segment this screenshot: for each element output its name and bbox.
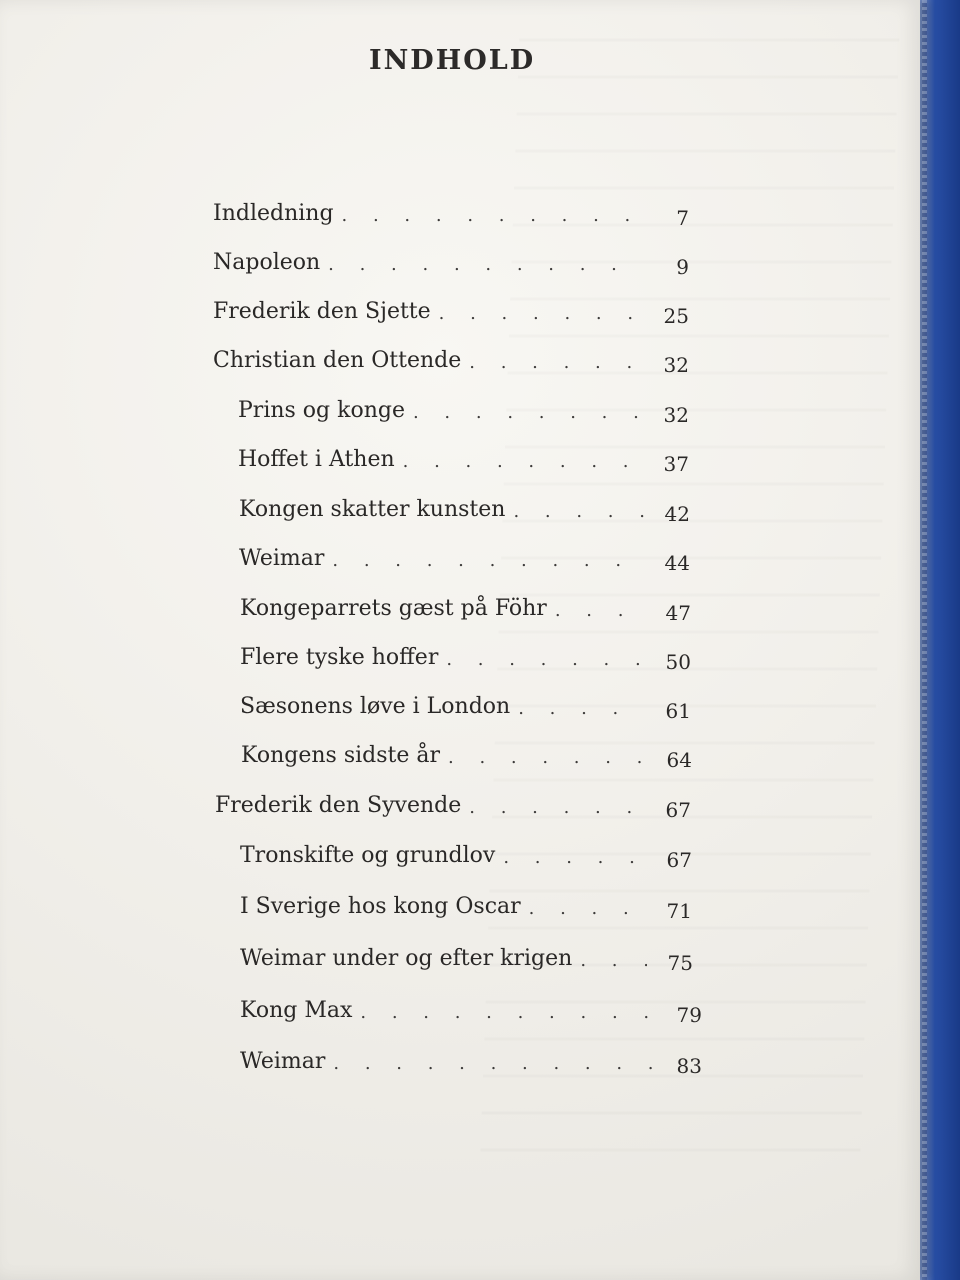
toc-page-number: 32 — [663, 403, 689, 427]
toc-entry-frederik-den-syvende — [215, 790, 691, 826]
leader-dots — [580, 946, 647, 976]
toc-entry-title: Sæsonens løve i London — [240, 694, 511, 719]
toc-subentry-weimar-under-og-efter-krigen — [240, 943, 693, 979]
leader-dots — [333, 1049, 656, 1079]
toc-entry-title: Hoffet i Athen — [238, 447, 395, 472]
toc-entry-title: Indledning — [213, 201, 334, 226]
toc-subentry-weimar — [239, 543, 690, 579]
toc-page-number: 75 — [667, 951, 693, 975]
toc-page-number: 67 — [665, 798, 691, 822]
toc-page-number: 7 — [676, 206, 689, 230]
toc-page-number: 67 — [666, 848, 692, 872]
toc-subentry-prins-og-konge — [238, 395, 689, 431]
leader-dots — [403, 447, 643, 477]
toc-subentry-i-sverige-hos-kong-oscar — [240, 891, 692, 927]
leader-dots — [332, 546, 644, 576]
leader-dots — [439, 299, 643, 329]
leader-dots — [342, 201, 643, 231]
toc-entry-title: Kong Max — [240, 998, 353, 1023]
toc-entry-title: Weimar — [239, 546, 325, 571]
toc-entry-title: Napoleon — [213, 250, 321, 275]
leader-dots — [448, 743, 646, 773]
toc-subentry-kong-max — [240, 995, 702, 1031]
toc-subentry-tronskifte-og-grundlov — [240, 840, 692, 876]
leader-dots — [469, 793, 645, 823]
leader-dots — [518, 694, 645, 724]
toc-subentry-saesonens-loeve-i-london — [240, 691, 691, 727]
leader-dots — [529, 894, 646, 924]
leader-dots — [413, 398, 643, 428]
leader-dots — [446, 645, 645, 675]
leader-dots — [513, 497, 644, 527]
toc-subentry-kongen-skatter-kunsten — [239, 494, 690, 530]
toc-page-number: 44 — [664, 551, 690, 575]
toc-entry-christian-den-ottende — [213, 345, 689, 381]
toc-entry-title: Frederik den Syvende — [215, 793, 462, 818]
toc-subentry-flere-tyske-hoffer — [240, 642, 691, 678]
toc-entry-title: Kongens sidste år — [241, 743, 440, 768]
leader-dots — [360, 998, 656, 1028]
toc-page-number: 50 — [665, 650, 691, 674]
toc-page-number: 79 — [676, 1003, 702, 1027]
leader-dots — [328, 250, 643, 280]
toc-entry-indledning — [213, 198, 689, 234]
toc-subentry-weimar-final — [240, 1046, 702, 1082]
toc-page-number: 64 — [666, 748, 692, 772]
toc-subentry-hoffet-i-athen — [238, 444, 689, 480]
toc-page-number: 83 — [676, 1054, 702, 1078]
toc-entry-napoleon — [213, 247, 689, 283]
toc-subentry-kongeparrets-gaest-paa-foehr — [240, 593, 691, 629]
toc-entry-title: Frederik den Sjette — [213, 299, 431, 324]
leader-dots — [469, 348, 643, 378]
toc-page-number: 37 — [663, 452, 689, 476]
leader-dots — [555, 596, 645, 626]
table-of-contents — [213, 198, 707, 1078]
toc-entry-title: Kongen skatter kunsten — [239, 497, 506, 522]
toc-page-number: 71 — [666, 899, 692, 923]
toc-entry-title: Weimar — [240, 1049, 326, 1074]
toc-entry-title: I Sverige hos kong Oscar — [240, 894, 521, 919]
toc-entry-title: Weimar under og efter krigen — [240, 946, 573, 971]
toc-entry-title: Prins og konge — [238, 398, 405, 423]
toc-entry-title: Flere tyske hoffer — [240, 645, 439, 670]
toc-page-number: 25 — [663, 304, 689, 328]
toc-entry-title: Tronskifte og grundlov — [240, 843, 496, 868]
toc-page-number: 47 — [665, 601, 691, 625]
toc-subentry-kongens-sidste-aar — [241, 740, 692, 776]
toc-entry-title: Kongeparrets gæst på Föhr — [240, 596, 547, 621]
toc-page-number: 42 — [664, 502, 690, 526]
toc-page-number: 61 — [665, 699, 691, 723]
toc-entry-title: Christian den Ottende — [213, 348, 462, 373]
page-title: INDHOLD — [369, 45, 536, 77]
toc-page-number: 32 — [663, 353, 689, 377]
toc-page-number: 9 — [676, 255, 689, 279]
leader-dots — [503, 843, 646, 873]
toc-entry-frederik-den-sjette — [213, 296, 689, 332]
